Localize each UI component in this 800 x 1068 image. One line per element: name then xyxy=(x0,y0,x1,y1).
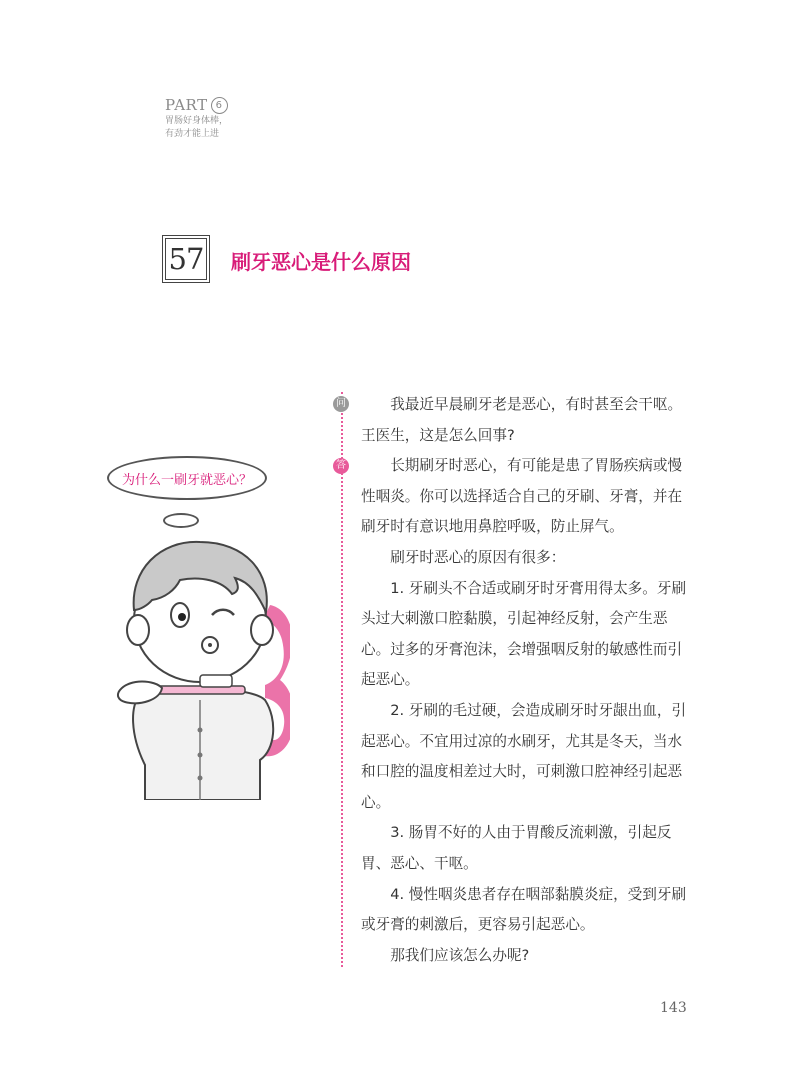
reason-4-paragraph: 4. 慢性咽炎患者存在咽部黏膜炎症，受到牙刷或牙膏的刺激后，更容易引起恶心。 xyxy=(361,885,687,934)
answer-paragraph: 长期刷牙时恶心，有可能是患了胃肠疾病或慢性咽炎。你可以选择适合自己的牙刷、牙膏，并在刷牙时有意识地用鼻腔呼吸，防止屏气。 xyxy=(361,457,683,536)
part-text: PART xyxy=(165,96,208,114)
thought-bubble-text: 为什么一刷牙就恶心？ xyxy=(121,472,252,488)
part-number-badge: 6 xyxy=(211,97,228,114)
dotted-divider xyxy=(341,392,343,967)
right-ear xyxy=(251,615,273,645)
question-paragraph: 我最近早晨刷牙老是恶心，有时甚至会干呕。王医生，这是怎么回事? xyxy=(361,396,683,444)
left-ear xyxy=(127,615,149,645)
thought-bubble xyxy=(107,456,267,500)
answer-mark-badge: 答 xyxy=(333,458,349,474)
part-label xyxy=(165,96,228,114)
reason-1-paragraph: 1. 牙刷头不合适或刷牙时牙膏用得太多。牙刷头过大刺激口腔黏膜，引起神经反射，会产生恶心。过多的牙膏泡沫，会增强咽反射的敏感性而引起恶心。 xyxy=(361,579,687,689)
reason-3-paragraph: 3. 肠胃不好的人由于胃酸反流刺激，引起反胃、恶心、干呕。 xyxy=(361,824,672,872)
reason-2-paragraph: 2. 牙刷的毛过硬，会造成刷牙时牙龈出血，引起恶心。不宜用过凉的水刷牙，尤其是冬天，当水和口腔的温度相差过大时，可刺激口腔神经引起恶心。 xyxy=(361,701,687,811)
section-title: 刷牙恶心是什么原因 xyxy=(231,250,411,274)
part-subtitle-line1: 胃肠好身体棒， xyxy=(165,116,229,126)
boy-brushing-teeth-illustration xyxy=(100,520,290,800)
intro-paragraph: 刷牙时恶心的原因有很多： xyxy=(390,548,566,566)
page-number: 143 xyxy=(660,1000,687,1016)
part-subtitle-line2: 有劲才能上进 xyxy=(165,129,220,139)
question-mark-badge: 问 xyxy=(333,396,349,412)
section-number-box xyxy=(162,235,210,283)
shirt xyxy=(133,688,273,800)
closing-paragraph: 那我们应该怎么办呢? xyxy=(390,946,530,964)
article-body xyxy=(361,390,689,971)
part-subtitle xyxy=(165,115,245,141)
toothbrush-head xyxy=(200,675,232,687)
section-number: 57 xyxy=(165,238,207,280)
